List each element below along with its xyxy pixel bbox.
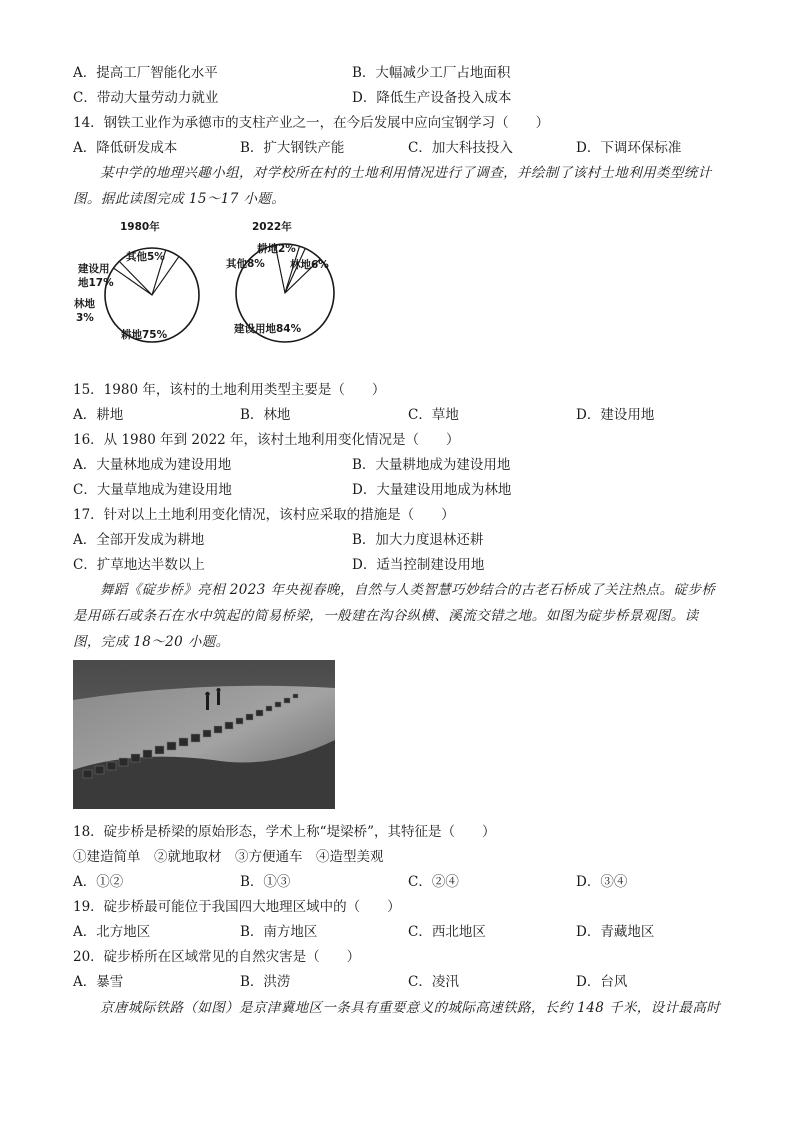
q19-option-b: B．南方地区 [240, 924, 318, 940]
pie-2022-label-build: 建设用地84% [234, 323, 302, 335]
q16-option-d: D．大量建设用地成为林地 [352, 482, 512, 498]
q17-option-b: B．加大力度退林还耕 [352, 532, 484, 548]
q17-option-d: D．适当控制建设用地 [352, 557, 485, 573]
q14-option-a: A．降低研发成本 [73, 140, 178, 156]
pie-chart-1980 [70, 220, 200, 350]
q19-stem: 19．碇步桥最可能位于我国四大地理区域中的（ ） [73, 899, 401, 915]
pie-2022-label-other: 其他8% [226, 258, 265, 270]
q16-option-c: C．大量草地成为建设用地 [73, 482, 232, 498]
q18-stem: 18．碇步桥是桥梁的原始形态，学术上称“堤梁桥”，其特征是（ ） [73, 824, 496, 840]
q20-option-a: A．暴雪 [73, 974, 124, 990]
q15-option-a: A．耕地 [73, 407, 124, 423]
q19-option-a: A．北方地区 [73, 924, 151, 940]
q20-option-b: B．洪涝 [240, 974, 291, 990]
q20-stem: 20．碇步桥所在区域常见的自然灾害是（ ） [73, 949, 361, 965]
q16-option-a: A．大量林地成为建设用地 [73, 457, 232, 473]
q18-option-b: B．①③ [240, 874, 291, 890]
stepping-stone-bridge-photo [73, 660, 335, 809]
q18-option-c: C．②④ [408, 874, 459, 890]
pie-1980-label-build-b: 地17% [78, 277, 114, 289]
pie-2022-label-forest: 林地6% [290, 259, 329, 271]
intro-land-use: 某中学的地理兴趣小组，对学校所在村的土地利用情况进行了调查，并绘制了该村土地利用类型统计图。据此读图完成 15～17 小题。 [73, 165, 712, 207]
q13-option-d: D．降低生产设备投入成本 [352, 90, 512, 106]
q18-option-a: A．①② [73, 874, 124, 890]
q15-option-c: C．草地 [408, 407, 459, 423]
pie-chart-2022 [212, 220, 352, 350]
q15-option-b: B．林地 [240, 407, 291, 423]
intro-jingtang-railway: 京唐城际铁路（如图）是京津冀地区一条具有重要意义的城际高速铁路，长约 148 千米，设计最高时 [100, 1000, 721, 1016]
q13-option-c: C．带动大量劳动力就业 [73, 90, 219, 106]
pie-2022-label-farm: 耕地2% [257, 243, 296, 255]
q14-option-b: B．扩大钢铁产能 [240, 140, 345, 156]
pie-1980-label-build-a: 建设用 [78, 263, 110, 275]
pie-1980-label-forest-b: 3% [76, 312, 94, 324]
q17-stem: 17．针对以上土地利用变化情况，该村应采取的措施是（ ） [73, 507, 455, 523]
q16-option-b: B．大量耕地成为建设用地 [352, 457, 511, 473]
q20-option-c: C．凌汛 [408, 974, 459, 990]
q19-option-c: C．西北地区 [408, 924, 486, 940]
q19-option-d: D．青藏地区 [576, 924, 655, 940]
pie-2022-title: 2022年 [252, 221, 292, 233]
q17-option-c: C．扩草地达半数以上 [73, 557, 205, 573]
q20-option-d: D．台风 [576, 974, 628, 990]
q13-option-b: B．大幅减少工厂占地面积 [352, 65, 511, 81]
q17-option-a: A．全部开发成为耕地 [73, 532, 205, 548]
q15-option-d: D．建设用地 [576, 407, 655, 423]
q14-stem: 14．钢铁工业作为承德市的支柱产业之一，在今后发展中应向宝钢学习（ ） [73, 115, 550, 131]
pie-1980-label-forest-a: 林地 [74, 298, 95, 310]
pie-1980-label-farm: 耕地75% [121, 329, 168, 341]
q18-option-d: D．③④ [576, 874, 628, 890]
q13-option-a: A．提高工厂智能化水平 [73, 65, 218, 81]
q18-items: ①建造简单 ②就地取材 ③方便通车 ④造型美观 [73, 849, 384, 865]
q14-option-d: D．下调环保标准 [576, 140, 682, 156]
intro-stepping-stone-bridge: 舞蹈《碇步桥》亮相 2023 年央视春晚，自然与人类智慧巧妙结合的古老石桥成了关注热点。碇步桥是用砾石或条石在水中筑起的简易桥梁，一般建在沟谷纵横、溪流交错之地。如图为碇步桥景观图。读图，完成 18～20 小题。 [73, 582, 716, 650]
q16-stem: 16．从 1980 年到 2022 年，该村土地利用变化情况是（ ） [73, 432, 460, 448]
q15-stem: 15．1980 年，该村的土地利用类型主要是（ ） [73, 382, 386, 398]
pie-1980-label-other: 其他5% [126, 251, 165, 263]
pie-1980-title: 1980年 [120, 221, 160, 233]
q14-option-c: C．加大科技投入 [408, 140, 513, 156]
